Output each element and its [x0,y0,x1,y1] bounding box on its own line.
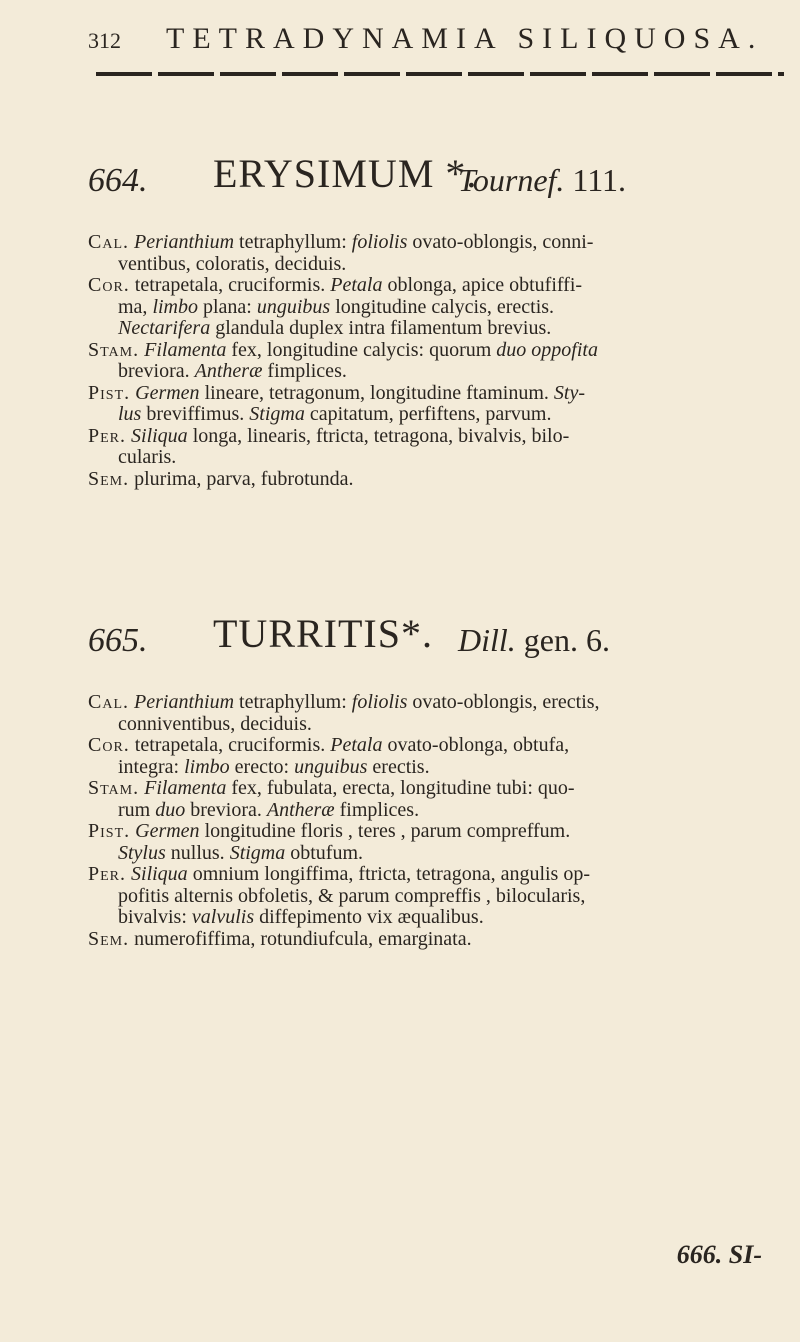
text-line [88,778,788,800]
text-segment: omnium longiffima, ftricta, tetragona, angulis op- [187,863,591,885]
italic-term: Siliqua [131,424,188,447]
text-segment: plurima, parva, fubrotunda. [129,467,354,490]
text-segment: breviffimus. [141,403,250,425]
text-segment: nullus. [165,841,230,864]
text-segment: bivalvis: [118,906,192,928]
text-line [88,426,788,448]
text-segment: glandula duplex intra filamentum brevius. [210,317,552,339]
italic-term: limbo [184,755,230,778]
text-line [88,821,788,843]
text-segment: tetrapetala, cruciformis. [129,274,331,296]
text-segment: ovato-oblonga, obtufa, [382,734,570,756]
text-line [88,692,788,714]
section-label: Pist. [88,820,131,842]
italic-term: Petala [330,734,383,756]
italic-term: foliolis [351,691,408,713]
genus-reference [458,162,626,199]
italic-term: Sty- [553,381,586,404]
description-text [88,692,788,950]
genus-heading [88,150,780,210]
genus-entry-turritis [88,610,780,950]
text-segment: capitatum, perfiftens, parvum. [304,403,552,425]
italic-term: unguibus [256,295,331,318]
text-segment: tetrapetala, cruciformis. [129,734,331,756]
text-line [88,232,788,254]
section-label: Per. [88,863,127,885]
italic-term: Stigma [249,403,305,425]
text-segment: fimplices. [262,360,347,382]
text-segment: tetraphyllum: [234,691,352,713]
text-segment: breviora. [185,798,267,821]
italic-term: Petala [330,274,383,296]
section-label: Per. [88,424,127,447]
section-label: Stam. [88,338,140,361]
italic-term: foliolis [351,231,408,253]
italic-term: Nectarifera [118,317,211,339]
italic-term: Stylus [118,841,166,864]
text-segment: ovato-oblongis, conni- [407,231,594,253]
text-line [88,254,788,276]
text-segment: fex, fubulata, erecta, longitudine tubi: quo- [226,777,575,799]
text-segment: pofitis alternis obfoletis, & parum compreffis , bilocularis, [118,884,586,907]
text-line [88,447,788,469]
italic-term: limbo [152,295,198,318]
section-label: Sem. [88,467,130,490]
italic-term: Filamenta [144,338,227,361]
italic-term: unguibus [294,755,368,778]
text-segment: fex, longitudine calycis: quorum [226,338,497,361]
text-line [88,361,788,383]
text-segment: longa, linearis, ftricta, tetragona, bivalvis, bilo- [187,424,570,447]
text-line [88,318,788,340]
text-segment: plana: [198,295,257,318]
text-line [88,886,788,908]
italic-term: Perianthium [134,231,235,253]
text-segment: numerofiffima, rotundiufcula, emarginata. [129,927,472,950]
text-line [88,340,788,362]
description-text [88,232,788,490]
text-segment: ventibus, coloratis, deciduis. [118,252,347,275]
text-line [88,907,788,929]
italic-term: Filamenta [144,777,227,799]
genus-entry-erysimum [88,150,780,490]
running-title: TETRADYNAMIA SILIQUOSA. [166,22,764,55]
page-number: 312 [88,28,121,53]
italic-term: duo oppofita [496,338,598,361]
text-segment: ovato-oblongis, erectis, [407,691,600,713]
section-label: Cal. [88,231,130,253]
text-segment: longitudine calycis, erectis. [330,295,555,318]
italic-term: lus [118,403,142,425]
genus-number: 664. [88,162,148,199]
section-label: Sem. [88,927,130,950]
text-line [88,714,788,736]
text-segment: oblonga, apice obtufiffi- [382,274,583,296]
reference-number: gen. 6. [523,622,610,658]
text-segment: rum [118,798,156,821]
italic-term: Perianthium [134,691,235,713]
catchword: 666. SI- [676,1240,762,1269]
text-segment: ma, [118,295,153,318]
text-segment: obtufum. [285,841,364,864]
section-label: Stam. [88,777,140,799]
text-segment: diffepimento vix æqualibus. [254,906,484,928]
text-segment: fimplices. [334,798,420,821]
text-segment: tetraphyllum: [234,231,352,253]
genus-name: ERYSIMUM *. [213,151,478,196]
genus-heading [88,610,780,670]
header-rule [96,72,784,76]
genus-reference [458,622,610,659]
text-line [88,297,788,319]
text-line [88,800,788,822]
text-segment: lineare, tetragonum, longitudine ftaminum. [199,381,554,404]
reference-author: Tournef. [458,162,565,198]
italic-term: Germen [135,820,200,842]
genus-name: TURRITIS*. [213,611,433,656]
text-segment: longitudine floris , teres , parum compreffum. [199,820,571,842]
text-line [88,735,788,757]
text-line [88,383,788,405]
text-line [88,469,788,491]
italic-term: duo [155,798,186,821]
section-label: Cor. [88,734,130,756]
text-line [88,843,788,865]
text-segment: erectis. [367,755,430,778]
italic-term: Germen [135,381,200,404]
text-line [88,757,788,779]
text-segment: erecto: [229,755,295,778]
genus-number: 665. [88,622,148,659]
section-label: Pist. [88,381,131,404]
section-label: Cor. [88,274,130,296]
italic-term: Antheræ [194,360,263,382]
reference-author: Dill. [458,622,516,658]
text-segment: cularis. [118,446,177,468]
italic-term: Siliqua [131,863,188,885]
text-segment: conniventibus, deciduis. [118,712,312,735]
text-segment: breviora. [118,360,195,382]
italic-term: Stigma [229,841,286,864]
italic-term: valvulis [191,906,255,928]
text-line [88,404,788,426]
reference-number: 111. [572,162,627,198]
text-line [88,929,788,951]
running-head [88,22,770,58]
text-line [88,864,788,886]
section-label: Cal. [88,691,130,713]
text-line [88,275,788,297]
italic-term: Antheræ [266,798,335,821]
text-segment: integra: [118,755,185,778]
